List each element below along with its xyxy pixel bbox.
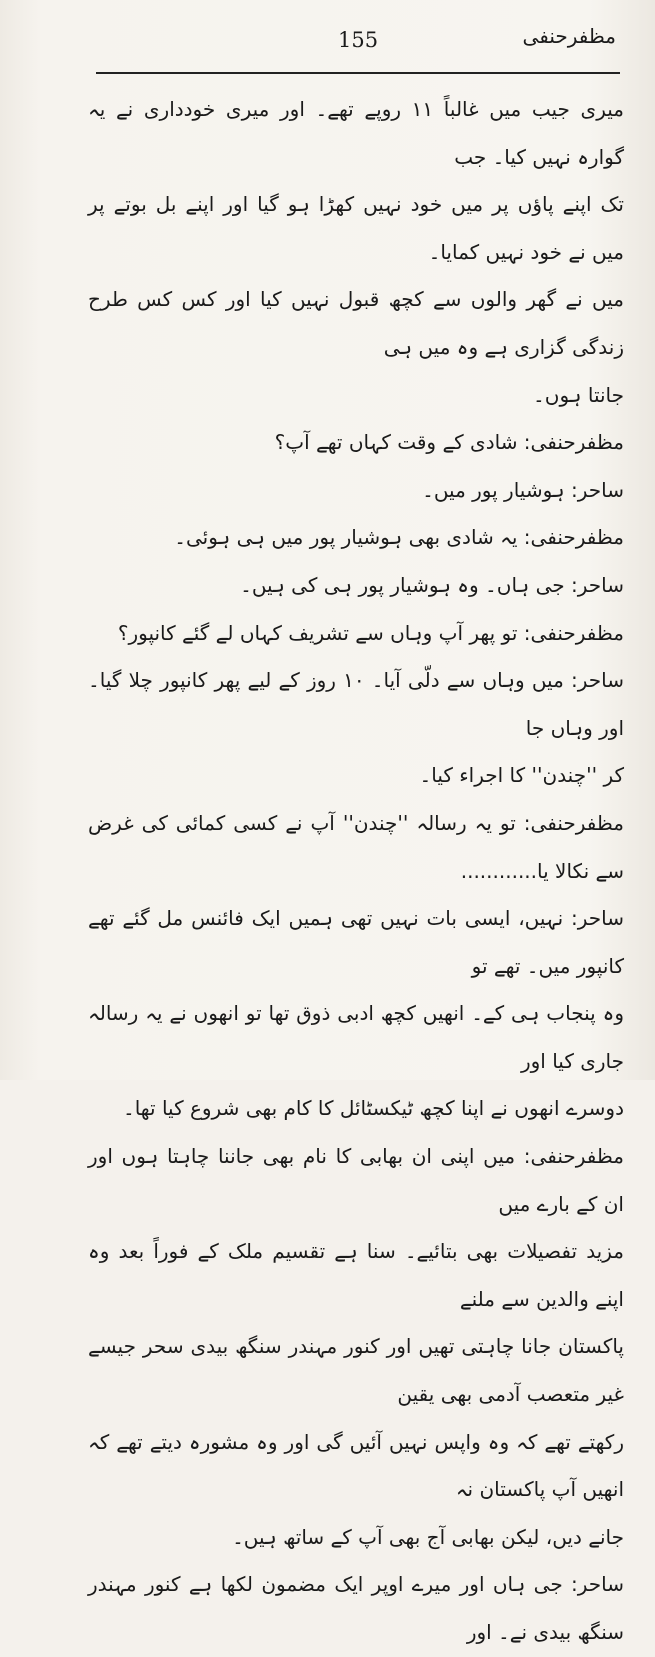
page-header <box>96 20 616 60</box>
text-line: جانتا ہوں۔ <box>533 382 624 407</box>
text-line: دوسرے انھوں نے اپنا کچھ ٹیکسٹائل کا کام بھی شروع کیا تھا۔ <box>122 1096 624 1121</box>
text-line: ساحر: ہوشیار پور میں۔ <box>422 477 624 502</box>
text-line: رکھتے تھے کہ وہ واپس نہیں آئیں گی اور وہ مشورہ دیتے تھے کہ انھیں آپ پاکستان نہ <box>88 1429 624 1502</box>
text-line: جانے دیں، لیکن بھابی آج بھی آپ کے ساتھ ہیں۔ <box>232 1524 624 1549</box>
text-line: مظفرحنفی: تو پھر آپ وہاں سے تشریف کہاں لے گئے کانپور؟ <box>117 620 624 645</box>
text-line: پاکستان جانا چاہتی تھیں اور کنور مہندر سنگھ بیدی سحر جیسے غیر متعصب آدمی بھی یقین <box>88 1334 624 1407</box>
text-line: میں نے گھر والوں سے کچھ قبول نہیں کیا اور کس کس طرح زندگی گزاری ہے وہ میں ہی <box>88 287 624 359</box>
text-line: ساحر: میں وہاں سے دلّی آیا۔ ۱۰ روز کے لیے پھر کانپور چلا گیا۔ اور وہاں جا <box>88 668 624 740</box>
text-line: وہ پنجاب ہی کے۔ انھیں کچھ ادبی ذوق تھا تو انھوں نے یہ رسالہ جاری کیا اور <box>88 1001 624 1073</box>
text-line: تک اپنے پاؤں پر میں خود نہیں کھڑا ہو گیا اور اپنے بل بوتے پر میں نے خود نہیں کمایا۔ <box>88 192 624 264</box>
text-line: ساحر: نہیں، ایسی بات نہیں تھی ہمیں ایک فائنس مل گئے تھے کانپور میں۔ تھے تو <box>88 906 624 978</box>
running-head: مظفرحنفی <box>522 24 616 48</box>
header-rule <box>96 72 620 74</box>
text-line: میری جیب میں غالباً ۱۱ روپے تھے۔ اور میری خودداری نے یہ گوارہ نہیں کیا۔ جب <box>88 97 624 169</box>
text-line: مظفرحنفی: شادی کے وقت کہاں تھے آپ؟ <box>274 430 624 455</box>
text-line: مزید تفصیلات بھی بتائیے۔ سنا ہے تقسیم ملک کے فوراً بعد وہ اپنے والدین سے ملنے <box>88 1239 624 1311</box>
page-number: 155 <box>338 28 379 52</box>
body-text <box>88 86 624 1657</box>
text-line: ساحر: جی ہاں اور میرے اوپر ایک مضمون لکھا ہے کنور مہندر سنگھ بیدی نے۔ اور <box>88 1572 624 1644</box>
text-line: مظفرحنفی: میں اپنی ان بھابی کا نام بھی جاننا چاہتا ہوں اور ان کے بارے میں <box>88 1144 624 1216</box>
text-line: کر ''چندن'' کا اجراء کیا۔ <box>419 763 624 788</box>
text-line: مظفرحنفی: تو یہ رسالہ ''چندن'' آپ نے کسی کمائی کی غرض سے نکالا یا............ <box>88 810 624 883</box>
text-line: مظفرحنفی: یہ شادی بھی ہوشیار پور میں ہی ہوئی۔ <box>174 525 624 550</box>
text-line: ساحر: جی ہاں۔ وہ ہوشیار پور ہی کی ہیں۔ <box>240 572 624 597</box>
